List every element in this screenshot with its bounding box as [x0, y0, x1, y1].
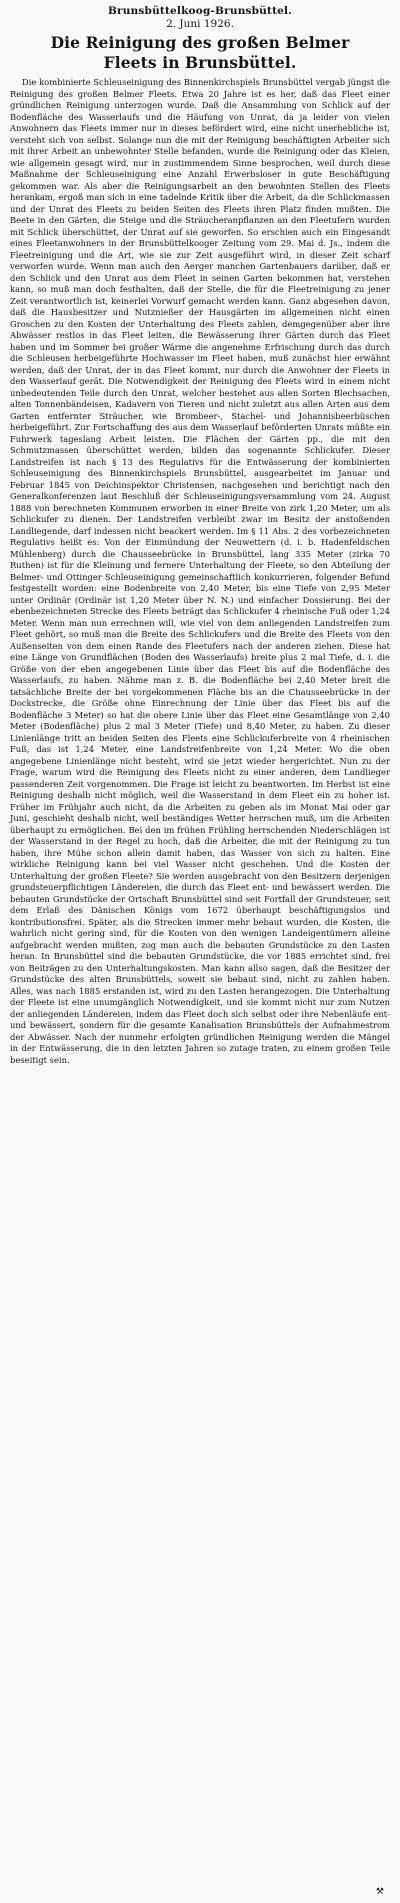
- headline-line-2: Fleets in Brunsbüttel.: [103, 53, 297, 72]
- headline: [10, 33, 390, 73]
- article-date: 2. Juni 1926.: [166, 18, 234, 30]
- article-body: [10, 77, 390, 1066]
- closing-mark: ⚒: [375, 1887, 384, 1897]
- article-paragraph: Die kombinierte Schleuseinigung des Binnenkirchspiels Brunsbüttel vergab jüngst die Reinigung des großen Belmer Fleets. Etwa 20 Jahre ist es her, daß das Fleet einer gründlichen Reinigung unterzogen wurde. Daß die Ansammlung von Schlick auf der Bodenfläche des Wasserlaufs und die Häufung von Unrat, da ja leider von vielen Anwohnern das Fleets immer nur in dieses befördert wird, eine nicht unerhebliche ist, versteht sich von selbst. Solange nun die mit der Reinigung beschäftigten Arbeiter sich mit ihrer Arbeit an unbewohnter Stelle befanden, wurde die Reinigung oder das Kleien, wie allgemein gesagt wird, nur in zustimmendem Sinne besprochen, weil durch diese Maßnahme der Schleuseinigung eine Anzahl Erwerbsloser in gute Beschäftigung gekommen war. Als aber die Reinigungsarbeit an den bewohnten Stellen des Fleets herankam, ergoß man sich in eine tadelnde Kritik über die Arbeit, da die Schlickmassen und der Unrat des Fleets zu beiden Seiten des Fleets ihren Platz finden mußten. Die Beete in den Gärten, die Steige und die Sträucheranpflanzen an den Fleetufern wurden mit Schlick überschüttet, der Unrat auf sie geworfen. So erschien auch ein Eingesandt eines Fleetanwohners in der Brunsbüttelkooger Zeitung vom 29. Mai d. Js., indem die Fleetreinigung und die Art, wie sie zur Zeit ausgeführt wird, in dieser Zeit scharf verworfen wurde. Wenn man auch den Aerger manchen Gartenbauers darüber, daß er den Schlick und den Unrat aus dem Fleet in seinen Garten bekommen hat, verstehen kann, so muß man doch festhalten, daß der Stelle, die für die Fleetreinigung zu jener Zeit verantwortlich ist, keinerlei Vorwurf gemacht werden kann. Ganz abgesehen davon, daß die Hausbesitzer und Nutznießer der Hausgärten im allgemeinen nicht einen Groschen zu den Kosten der Unterhaltung des Fleets zahlen, demgegenüber aber ihre Abwässer restlos in das Fleet leiten, die Bewässerung ihrer Gärten durch das Fleet haben und im Sommer bei großer Wärme die angenehme Erfrischung durch das durch die Schleusen herbeigeführte Hochwasser im Fleet haben, muß zunächst hier erwähnt werden, daß der Unrat, der in das Fleet kommt, nur durch die Anwohner der Fleets in den Wasserlauf gerät. Die Notwendigkeit der Reinigung des Fleets wird in einem nicht unbedeutenden Teile durch den Unrat, welcher bestehet aus allen Sorten Blechsachen, alten Tonnenbändeisen, Kadavern von Tieren und nicht zuletzt aus allen Arten aus dem Garten entfernter Sträucher, wie Brombeer-, Stachel- und Johannisbeerbüschen herbeigeführt. Zur Fortschaffung des aus dem Wasserlauf beförderten Unrats müßte ein Fuhrwerk tageslang Arbeit leisten. Die Flächen der Gärten pp., die mit den Schmutzmassen überschüttet werden, bilden das sogenannte Schlickufer. Dieser Landstreifen ist nach § 13 des Regulativs für die Entwässerung der kombinierten Schleuseinigung des Binnenkirchspiels Brunsbüttel, ausgearbeitet im Januar und Februar 1845 von Deichinspektor Christensen, nachgesehen und berichtigt nach den Generalkonferenzen laut Beschluß der Schleuseinigungsversammlung vom 24. August 1888 von berechneten Kommunen erworben in einer Breite von zirk 1,20 Meter, um als Schlickufer zu dienen. Der Landstreifen verbleibt zwar im Besitz der anstoßenden Landliegende, darf indessen nicht beackert werden. Im § 11 Abs. 2 des vorbezeichneten Regulativs heißt es: Von der Einmündung der Neuwettern (d. i. b. Hadenfeldschen Mühlenberg) durch die Chausseebrücke in Brunsbüttel, lang 335 Meter (zirka 70 Ruthen) ist für die Kleinung und fernere Unterhaltung der Fleete, so den Abteilung der Belmer- und Ottinger Schleuseinigung gemeinschaftlich konkurrieren, folgender Befund festgestellt worden: eine Bodenbreite von 2,40 Meter, bis eine Tiefe von 2,95 Meter unter Ordinär (Ordinär ist 1,20 Meter über N. N.) und einfacher Dossierung. Bei der ebenbezeichneten Strecke des Fleets beträgt das Schlickufer 4 rheinische Fuß oder 1,24 Meter. Wenn man nun errechnen will, wie viel von dem anliegenden Landstreifen zum Fleet gehört, so muß man die Breite des Schlickufers und die Breite des Fleets von den Außenseiten von dem einen Rande des Fleetufers nach der anderen ziehen. Diese hat eine Länge von Grundflächen (Boden des Wasserlaufs) breite plus 2 mal Tiefe, d. i. die Größe von der eben angegebenen Linie über das Fleet bis auf die Bodenfläche des Wasserlaufs, zu haben. Nähme man z. B. die Bodenfläche bei 2,40 Meter breit die tatsächliche Breite der bei vorgekommenen Fläche bis an die Chausseebrücke in der Dockstrecke, die Größe ohne Einrechnung der Linie über das Fleet bis auf die Bodenfläche 3 Meter) so hat die obere Linie über das Fleet eine Gesamtlänge von 2,40 Meter (Bodenfläche) plus 2 mal 3 Meter (Tiefe) und 8,40 Meter, zu haben. Zu dieser Linienlänge tritt an beiden Seiten des Fleets eine Schlickuferbreite von 4 rheinischen Fuß, das ist 1,24 Meter, eine Landstreifenbreite von 1,24 Meter. Wo die oben angegebene Linienlänge nicht besteht, wird sie jetzt wieder hergerichtet. Nun zu der Frage, warum wird die Reinigung des Fleets nicht zu einer anderen, dem Landlieger passenderen Zeit vorgenommen. Die Frage ist leicht zu beantworten. Im Herbst ist eine Reinigung deshalb nicht möglich, weil die Wasserstand in dem Fleet ein zu hoher ist. Früher im Frühjahr auch nicht, da die Arbeiten zu geben als im Monat Mai oder gar Juni, geschieht deshalb nicht, weil beständiges Wetter herrschen muß, um die Arbeiten überhaupt zu ermöglichen. Bei den im frühen Frühling herrschenden Niederschlägen ist der Wasserstand in der Regel zu hoch, daß die Arbeiter, die mit der Reinigung zu tun haben, ihre Mühe schon allein damit haben, das Wasser von sich zu halten. Eine wirkliche Reinigung kann bei viel Wasser nicht geschehen. Und die Kosten der Unterhaltung der großen Fleete? Sie werden ausgebracht von den Besitzern derjenigen grundsteuerpflichtigen Ländereien, die durch das Fleet ent- und bewässert werden. Die bebauten Grundstücke der Ortschaft Brunsbüttel sind seit Fortfall der Grundsteuer, seit dem Erlaß des Dänischen Königs vom 1672 überhaupt beschäftigungslos und kontributionsfrei. Später, als die Strecken immer mehr bebaut wurden, die Kosten, die wahrlich nicht gering sind, für die Kosten von den wenigen Landeigentümern alleine aufgebracht werden mußten, zog man auch die bebauten Grundstücke zu den Lasten heran. In Brunsbüttel sind die bebauten Grundstücke, die vor 1885 errichtet sind, frei von Beiträgen zu den Unterhaltungskosten. Man kann allso sagen, daß die Besitzer der Grundstücke des alten Brunsbüttels, soweit sie bebaut sind, nicht zu zahlen haben. Alles, was nach 1885 erstanden ist, wird zu den Lasten herangezogen. Die Unterhaltung der Fleete ist eine unumgänglich Notwendigkeit, und sie kommt nicht nur zum Nutzen der anliegenden Ländereien, indem das Fleet doch sich selbst oder ihre Nebenläufe ent- und bewässert, sondern für die gesamte Kanalisation Brunsbüttels der Aufnahmestrom der Abwässer. Nach der nunmehr erfolgten gründlichen Reinigung werden die Mängel in der Entwässerung, die in den letzten Jahren so zutage traten, zu einem großen Teile beseitigt sein.: [10, 77, 390, 1065]
- dateline: Brunsbüttelkoog-Brunsbüttel.: [107, 5, 293, 17]
- headline-line-1: Die Reinigung des großen Belmer: [50, 33, 350, 52]
